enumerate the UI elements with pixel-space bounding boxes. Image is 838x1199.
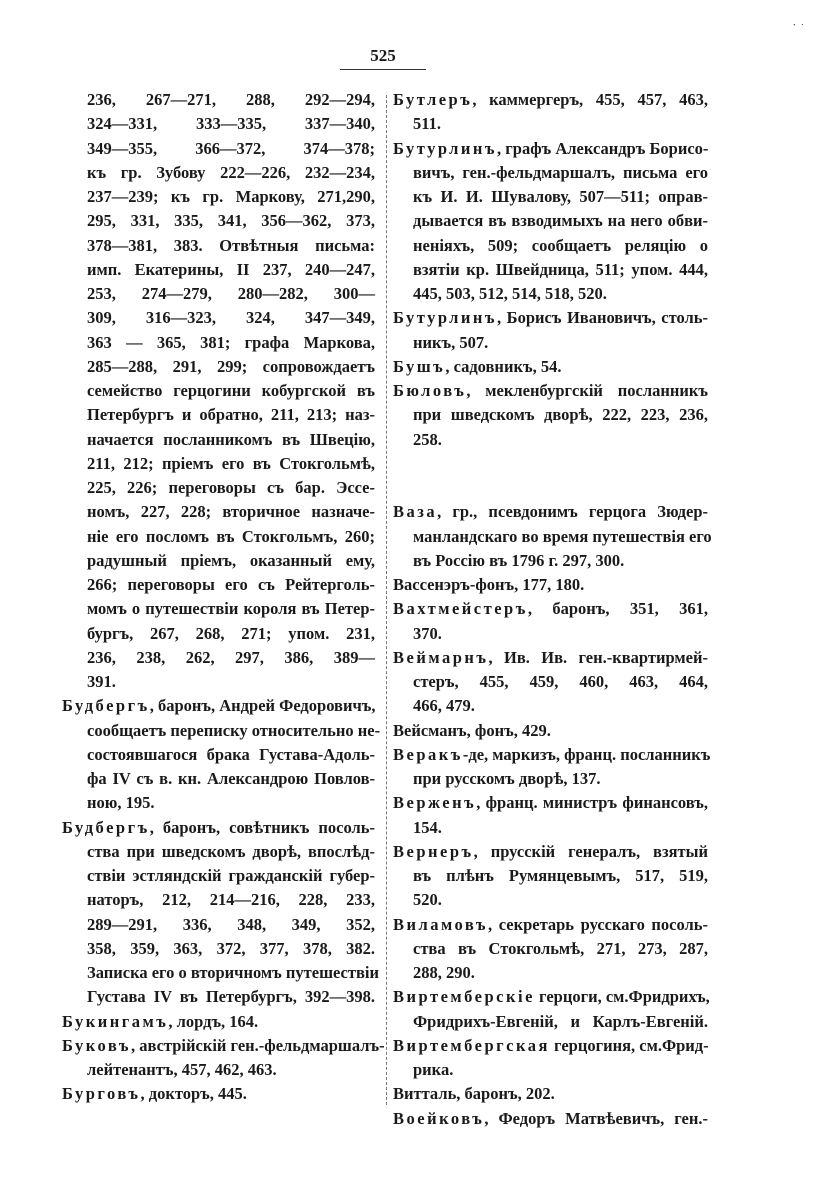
page-number-rule (340, 69, 426, 70)
entry-text: Вейсманъ, фонъ, 429. (393, 720, 551, 740)
index-entry-continuation (393, 767, 708, 791)
index-entry-continuation (62, 306, 375, 330)
index-entry-continuation (62, 743, 375, 767)
entry-text: 289—291, 336, 348, 349, 352, (87, 914, 375, 934)
entry-text: лейтенантъ, 457, 462, 463. (87, 1060, 277, 1079)
entry-text: 211, 212; пріемъ его въ Стокгольмѣ, (87, 453, 375, 473)
index-entry-continuation (62, 258, 375, 282)
index-entry-continuation (393, 1010, 708, 1034)
index-entry-continuation (393, 331, 708, 355)
entry-text: , австрійскій ген.-фельдмаршалъ- (131, 1035, 385, 1055)
index-entry-start (393, 355, 708, 379)
entry-text: , баронъ, 351, 361, (527, 599, 708, 619)
entry-text: 266; переговоры его съ Рейтерголь- (87, 575, 375, 594)
blank-line (393, 452, 708, 476)
entry-text: взятіи кр. Швейдница, 511; упом. 444, (413, 259, 708, 279)
entry-text: вичъ, ген.-фельдмаршалъ, письма его (413, 162, 708, 182)
index-entry-start (393, 88, 708, 112)
entry-text: 363 — 365, 381; графа Маркова, (87, 332, 375, 352)
index-entry-continuation (62, 622, 375, 646)
entry-headword: Ваза (393, 502, 438, 522)
index-entry-continuation (393, 937, 708, 961)
index-entry-continuation (62, 840, 375, 864)
entry-text: ства въ Стокгольмѣ, 271, 273, 287, (413, 938, 708, 958)
entry-headword: Бурговъ (62, 1084, 141, 1104)
entry-text: 324—331, 333—335, 337—340, (87, 114, 375, 134)
entry-headword: Вахтмейстеръ (393, 599, 528, 619)
entry-text: герцоги, см.Фридрихъ, (534, 987, 710, 1007)
entry-text: стеръ, 455, 459, 460, 463, 464, (413, 672, 708, 691)
entry-text: Густава IV въ Петербургъ, 392—398. (87, 987, 375, 1007)
entry-text: , Борисъ Ивановичъ, столь- (497, 308, 708, 328)
entry-text: номъ, 227, 228; вторичное назначе- (87, 502, 375, 522)
blank-line (393, 476, 708, 500)
entry-text: Витталь, баронъ, 202. (393, 1084, 555, 1104)
entry-text: при русскомъ дворѣ, 137. (413, 769, 601, 788)
entry-text: наторъ, 212, 214—216, 228, 233, (87, 890, 375, 910)
entry-text: 253, 274—279, 280—282, 300— (87, 284, 375, 303)
index-entry-continuation (393, 1058, 708, 1082)
index-entry-continuation (62, 282, 375, 306)
entry-text: 295, 331, 335, 341, 356—362, 373, (87, 211, 375, 231)
index-entry-start (393, 913, 708, 937)
index-entry-continuation (62, 452, 375, 476)
index-entry-continuation (62, 1058, 375, 1082)
index-entry-continuation (393, 816, 708, 840)
index-entry-continuation (62, 331, 375, 355)
entry-text: 358, 359, 363, 372, 377, 378, 382. (87, 938, 375, 958)
index-entry-start (62, 1010, 375, 1034)
entry-text: манландскаго во время путешествія его (413, 526, 712, 546)
index-entry-start (393, 306, 708, 330)
entry-text: , докторъ, 445. (140, 1084, 247, 1104)
index-column-right (393, 88, 712, 1131)
entry-text: , садовникъ, 54. (445, 356, 562, 376)
index-entry-continuation (62, 379, 375, 403)
entry-text: 309, 316—323, 324, 347—349, (87, 308, 375, 328)
index-entry-continuation (393, 864, 708, 888)
index-entry-start (393, 137, 708, 161)
index-entry-start (62, 816, 375, 840)
index-entry-continuation (62, 476, 375, 500)
entry-text: радушный пріемъ, оказанный ему, (87, 550, 375, 570)
entry-text: въ Россію въ 1796 г. 297, 300. (413, 550, 625, 570)
index-entry-continuation (393, 888, 708, 912)
index-entry-continuation (62, 500, 375, 524)
index-entry-start (393, 985, 708, 1009)
index-entry-continuation (62, 161, 375, 185)
entry-text: сообщаетъ переписку относительно не- (87, 720, 381, 740)
entry-headword: Бутурлинъ (393, 308, 498, 328)
index-entry-start (393, 840, 708, 864)
entry-text: Фридрихъ-Евгеній, и Карлъ-Евгеній. (413, 1011, 708, 1031)
index-entry-continuation (393, 694, 708, 718)
entry-text: 258. (413, 429, 442, 449)
entry-headword: Бутлеръ (393, 90, 473, 109)
entry-text: 349—355, 366—372, 374—378; (87, 138, 375, 158)
index-entry-start (393, 573, 708, 597)
index-entry-continuation (62, 549, 375, 573)
index-entry-start (393, 743, 711, 767)
index-entry-start (393, 791, 708, 815)
entry-text: , баронъ, Андрей Федоровичъ, (149, 696, 376, 716)
entry-text: , Ив. Ив. ген.-квартирмей- (488, 647, 708, 667)
entry-text: 236, 267—271, 288, 292—294, (87, 90, 375, 109)
index-entry-start (393, 379, 708, 403)
index-entry-continuation (62, 88, 375, 112)
entry-headword: Бутурлинъ (393, 138, 498, 158)
index-entry-start (393, 719, 708, 743)
entry-text: момъ о путешествіи короля въ Петер- (87, 599, 375, 619)
index-entry-continuation (393, 258, 708, 282)
entry-text: ствіи эстляндскій гражданскій губер- (87, 866, 375, 885)
entry-headword: Будбергъ (62, 696, 150, 716)
index-entry-continuation (62, 719, 381, 743)
index-entry-continuation (393, 670, 708, 694)
entry-text: рика. (413, 1060, 454, 1079)
index-entry-continuation (393, 282, 708, 306)
index-entry-continuation (393, 622, 708, 646)
entry-text: , мекленбургскій посланникъ (466, 381, 708, 400)
index-entry-continuation (62, 112, 375, 136)
index-entry-continuation (62, 670, 375, 694)
index-entry-start (393, 1082, 708, 1106)
entry-text: 236, 238, 262, 297, 386, 389— (87, 647, 375, 667)
index-entry-start (393, 646, 708, 670)
index-entry-continuation (393, 961, 708, 985)
column-divider (386, 95, 387, 1105)
index-entry-continuation (62, 864, 375, 888)
entry-headword: Виртембергская (393, 1035, 550, 1055)
entry-text: 466, 479. (413, 696, 475, 716)
entry-headword: Веракъ (393, 744, 463, 764)
entry-text: Петербургъ и обратно, 211, 213; наз- (87, 405, 375, 425)
index-entry-continuation (62, 791, 375, 815)
entry-text: 378—381, 383. Отвѣтныя письма: (87, 235, 375, 255)
entry-text: 511. (413, 114, 441, 134)
index-entry-continuation (62, 355, 375, 379)
index-entry-continuation (62, 985, 375, 1009)
page-number: 525 (370, 46, 396, 65)
entry-text: герцогиня, см.Фрид- (549, 1035, 709, 1055)
entry-text: 237—239; къ гр. Маркову, 271,290, (87, 187, 375, 206)
entry-headword: Вернеръ (393, 841, 474, 861)
index-entry-continuation (62, 937, 375, 961)
entry-headword: Веймарнъ (393, 647, 489, 667)
index-entry-continuation (393, 234, 708, 258)
entry-text: , каммергеръ, 455, 457, 463, (472, 90, 708, 109)
entry-text: , гр., псевдонимъ герцога Зюдер- (437, 502, 708, 522)
entry-text: , Федоръ Матвѣевичъ, ген.- (484, 1108, 708, 1128)
index-entry-continuation (62, 597, 375, 621)
entry-text: , секретарь русскаго посоль- (488, 914, 708, 934)
entry-text: къ гр. Зубову 222—226, 232—234, (87, 162, 375, 182)
index-entry-start (393, 1034, 708, 1058)
entry-text: 520. (413, 890, 442, 910)
entry-text: 285—288, 291, 299; сопровождаетъ (87, 356, 375, 376)
entry-headword: Будбергъ (62, 817, 150, 837)
index-entry-continuation (62, 428, 375, 452)
index-entry-continuation (62, 573, 375, 597)
entry-headword: Бюловъ (393, 381, 467, 400)
entry-headword: Букингамъ (62, 1011, 169, 1031)
entry-text: 391. (87, 672, 116, 691)
index-entry-continuation (393, 428, 708, 452)
index-entry-continuation (393, 549, 708, 573)
index-entry-continuation (62, 913, 375, 937)
entry-text: никъ, 507. (413, 332, 489, 352)
scan-mark: ˙ ͘ (792, 22, 801, 37)
entry-text: имп. Екатерины, II 237, 240—247, (87, 259, 375, 279)
index-entry-continuation (393, 161, 708, 185)
index-entry-continuation (393, 209, 708, 233)
entry-text: , лордъ, 164. (168, 1011, 259, 1031)
index-column-left (62, 88, 385, 1107)
entry-headword: Буковъ (62, 1035, 131, 1055)
entry-text: , баронъ, совѣтникъ посоль- (149, 817, 375, 837)
entry-text: 370. (413, 623, 442, 643)
entry-text: Вассенэръ-фонъ, 177, 180. (393, 575, 585, 594)
index-entry-continuation (62, 767, 375, 791)
entry-text: , прусскій генералъ, взятый (473, 841, 708, 861)
entry-text: 445, 503, 512, 514, 518, 520. (413, 284, 607, 303)
entry-text: 288, 290. (413, 963, 475, 982)
index-entry-continuation (62, 234, 375, 258)
index-entry-continuation (62, 209, 375, 233)
entry-text: дывается въ взводимыхъ на него обви- (413, 211, 708, 231)
index-entry-continuation (62, 646, 375, 670)
entry-headword: Верженъ (393, 793, 477, 813)
index-entry-start (393, 500, 708, 524)
entry-text: бургъ, 267, 268, 271; упом. 231, (87, 623, 375, 643)
index-entry-continuation (62, 403, 375, 427)
entry-text: неніяхъ, 509; сообщаетъ реляцію о (413, 235, 708, 255)
entry-text: ніе его посломъ въ Стокгольмъ, 260; (87, 526, 375, 546)
entry-headword: Бушъ (393, 356, 446, 376)
index-entry-continuation (393, 525, 712, 549)
entry-text: состоявшагося брака Густава-Адоль- (87, 744, 375, 764)
entry-text: къ И. И. Шувалову, 507—511; оправ- (413, 187, 708, 206)
index-entry-continuation (62, 888, 375, 912)
entry-headword: Виртемберскіе (393, 987, 535, 1007)
index-entry-start (62, 1034, 385, 1058)
entry-text: Записка его о вторичномъ путешествіи (87, 963, 379, 982)
entry-text: , франц. министръ финансовъ, (476, 793, 708, 813)
entry-text: при шведскомъ дворѣ, 222, 223, 236, (413, 405, 708, 425)
entry-text: 154. (413, 817, 442, 837)
entry-text: 225, 226; переговоры съ бар. Эссе- (87, 478, 375, 497)
entry-text: -де, маркизъ, франц. посланникъ (462, 744, 711, 764)
index-entry-start (393, 1107, 708, 1131)
entry-headword: Виламовъ (393, 914, 488, 934)
entry-text: фа IV съ в. кн. Александрою Повлов- (87, 769, 375, 788)
entry-text: ства при шведскомъ дворѣ, впослѣд- (87, 841, 375, 861)
index-entry-continuation (62, 525, 375, 549)
entry-text: семейство герцогини кобургской въ (87, 381, 375, 400)
index-entry-continuation (62, 185, 375, 209)
entry-text: , графъ Александръ Борисо- (497, 138, 709, 158)
index-entry-start (62, 1082, 375, 1106)
entry-text: ною, 195. (87, 793, 155, 813)
index-entry-continuation (393, 185, 708, 209)
index-entry-continuation (62, 137, 375, 161)
index-entry-continuation (393, 112, 708, 136)
index-entry-start (393, 597, 708, 621)
index-entry-continuation (62, 961, 379, 985)
entry-text: въ плѣнъ Румянцевымъ, 517, 519, (413, 866, 708, 885)
index-entry-continuation (393, 403, 708, 427)
entry-text: начается посланникомъ въ Швецію, (87, 429, 375, 449)
entry-headword: Воейковъ (393, 1108, 485, 1128)
index-entry-start (62, 694, 375, 718)
